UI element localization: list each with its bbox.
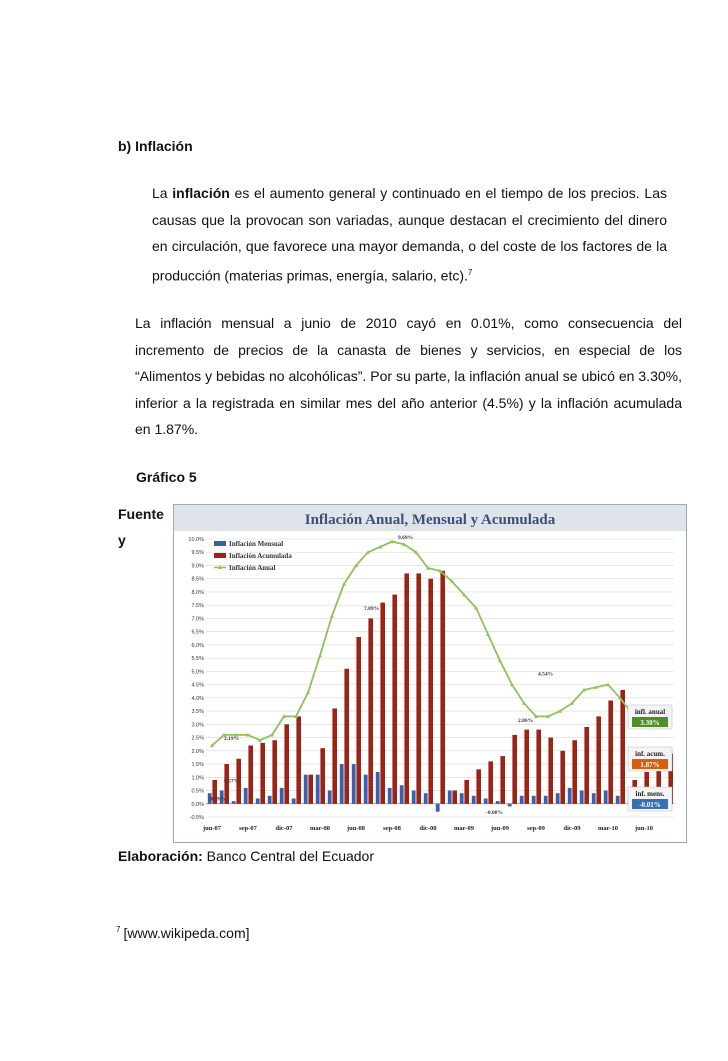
cumulative-bar bbox=[488, 761, 493, 803]
callout-value: 1.87% bbox=[640, 761, 660, 769]
y-tick-label: 4.5% bbox=[191, 682, 204, 689]
y-tick-label: 7.0% bbox=[191, 616, 204, 623]
cumulative-bar bbox=[344, 669, 349, 804]
cumulative-bar bbox=[356, 637, 361, 804]
monthly-bar bbox=[352, 764, 356, 804]
callout-value: -0.01% bbox=[639, 801, 661, 809]
cumulative-bar bbox=[308, 775, 313, 804]
cumulative-bar bbox=[332, 708, 337, 803]
y-tick-label: 0.0% bbox=[191, 801, 204, 808]
y-tick-label: 0.5% bbox=[191, 788, 204, 795]
definition-paragraph bbox=[152, 180, 667, 289]
x-tick-label: jun-09 bbox=[490, 825, 510, 832]
monthly-bar bbox=[292, 798, 296, 803]
monthly-bar bbox=[268, 796, 272, 804]
monthly-bar bbox=[232, 801, 236, 804]
data-annotation: -0.08% bbox=[486, 809, 503, 816]
monthly-bar bbox=[340, 764, 344, 804]
cumulative-bar bbox=[620, 690, 625, 804]
cumulative-bar bbox=[272, 740, 277, 804]
legend-label: Inflación Acumulada bbox=[229, 552, 292, 560]
section-heading: b) Inflación bbox=[118, 138, 193, 154]
y-tick-label: 7.5% bbox=[191, 603, 204, 610]
data-annotation: 2.86% bbox=[518, 718, 534, 725]
data-annotation: 0.39% bbox=[210, 796, 226, 803]
x-tick-label: dic-09 bbox=[563, 825, 581, 832]
cumulative-bar bbox=[392, 595, 397, 804]
y-tick-label: 2.5% bbox=[191, 735, 204, 742]
x-tick-label: sep-08 bbox=[383, 825, 401, 832]
monthly-bar bbox=[592, 793, 596, 804]
figure-label: Gráfico 5 bbox=[136, 469, 197, 485]
definition-term: inflación bbox=[172, 185, 230, 201]
definition-prefix: La bbox=[152, 185, 173, 201]
y-tick-label: -0.5% bbox=[189, 815, 204, 821]
callout-value: 3.30% bbox=[640, 719, 660, 727]
y-tick-label: 9.5% bbox=[191, 550, 204, 557]
monthly-bar bbox=[460, 793, 464, 804]
cumulative-bar bbox=[248, 746, 253, 804]
footnote-number: 7 bbox=[116, 925, 121, 935]
elaboration-value: Banco Central del Ecuador bbox=[202, 848, 375, 864]
cumulative-bar bbox=[548, 738, 553, 804]
cumulative-bar bbox=[608, 701, 613, 804]
x-tick-label: jun-08 bbox=[346, 825, 366, 832]
monthly-bar bbox=[244, 788, 248, 804]
cumulative-bar bbox=[380, 603, 385, 804]
cumulative-bar bbox=[296, 716, 301, 803]
monthly-bar bbox=[544, 796, 548, 804]
footnote-text: [www.wikipeda.com] bbox=[123, 925, 250, 941]
monthly-bar bbox=[436, 804, 440, 812]
y-tick-label: 6.0% bbox=[191, 642, 204, 649]
cumulative-bar bbox=[416, 573, 421, 803]
monthly-bar bbox=[472, 796, 476, 804]
monthly-bar bbox=[556, 793, 560, 804]
monthly-bar bbox=[316, 775, 320, 804]
y-tick-label: 5.5% bbox=[191, 656, 204, 663]
cumulative-bar bbox=[572, 740, 577, 804]
monthly-bar bbox=[448, 791, 452, 804]
x-tick-label: dic-07 bbox=[275, 825, 293, 832]
y-tick-label: 10.0% bbox=[188, 537, 204, 543]
y-tick-label: 5.0% bbox=[191, 669, 204, 676]
cumulative-bar bbox=[512, 735, 517, 804]
monthly-bar bbox=[604, 791, 608, 804]
x-tick-label: dic-08 bbox=[419, 825, 437, 832]
monthly-bar bbox=[400, 785, 404, 804]
cumulative-bar bbox=[284, 724, 289, 803]
definition-body: es el aumento general y continuado en el tiempo de los precios. Las causas que la provocan son variadas, aunque destacan el crecimiento del dinero en circulación, que favorece una mayor demanda, o del coste de los factores de la producción (materias primas, energía, salario, etc). bbox=[152, 185, 667, 284]
y-tick-label: 3.5% bbox=[191, 709, 204, 716]
cumulative-bar bbox=[320, 748, 325, 804]
callout-label: infl. anual bbox=[634, 708, 666, 716]
source-label-continued: y bbox=[118, 532, 126, 548]
cumulative-bar bbox=[368, 618, 373, 803]
cumulative-bar bbox=[500, 756, 505, 804]
monthly-bar bbox=[532, 796, 536, 804]
cumulative-bar bbox=[452, 791, 457, 804]
x-tick-label: mar-10 bbox=[598, 825, 618, 832]
monthly-bar bbox=[580, 791, 584, 804]
x-tick-label: jun-07 bbox=[202, 825, 222, 832]
footnote bbox=[116, 925, 250, 941]
monthly-bar bbox=[508, 804, 512, 807]
cumulative-bar bbox=[476, 769, 481, 803]
y-tick-label: 6.5% bbox=[191, 629, 204, 636]
cumulative-bar bbox=[596, 716, 601, 803]
definition-footnote-ref: 7 bbox=[467, 267, 473, 277]
monthly-bar bbox=[388, 788, 392, 804]
x-tick-label: jun-10 bbox=[634, 825, 654, 832]
elaboration-line bbox=[118, 848, 374, 864]
monthly-bar bbox=[412, 791, 416, 804]
monthly-bar bbox=[280, 788, 284, 804]
cumulative-bar bbox=[584, 727, 589, 804]
y-tick-label: 4.0% bbox=[191, 695, 204, 702]
x-tick-label: sep-07 bbox=[239, 825, 257, 832]
data-annotation: 7.09% bbox=[364, 606, 380, 613]
y-tick-label: 1.0% bbox=[191, 775, 204, 782]
monthly-bar bbox=[256, 798, 260, 803]
data-annotation: 2.19% bbox=[224, 735, 240, 742]
legend-swatch bbox=[214, 541, 226, 546]
monthly-bar bbox=[496, 801, 500, 804]
chart-title: Inflación Anual, Mensual y Acumulada bbox=[304, 512, 556, 528]
cumulative-bar bbox=[560, 751, 565, 804]
monthly-bar bbox=[520, 796, 524, 804]
y-tick-label: 1.5% bbox=[191, 762, 204, 769]
cumulative-bar bbox=[524, 730, 529, 804]
data-annotation: 9.69% bbox=[398, 535, 414, 542]
x-tick-label: sep-09 bbox=[527, 825, 545, 832]
legend-swatch bbox=[214, 553, 226, 558]
inflation-chart-svg bbox=[174, 505, 686, 842]
data-annotation: 0.57% bbox=[224, 778, 240, 785]
y-tick-label: 2.0% bbox=[191, 748, 204, 755]
x-tick-label: mar-09 bbox=[454, 825, 474, 832]
monthly-bar bbox=[376, 772, 380, 804]
cumulative-bar bbox=[428, 579, 433, 804]
monthly-bar bbox=[424, 793, 428, 804]
cumulative-bar bbox=[260, 743, 265, 804]
x-tick-label: mar-08 bbox=[310, 825, 330, 832]
monthly-bar bbox=[304, 775, 308, 804]
monthly-bar bbox=[616, 796, 620, 804]
legend-label: Inflación Anual bbox=[229, 564, 276, 572]
monthly-bar bbox=[484, 798, 488, 803]
y-tick-label: 9.0% bbox=[191, 563, 204, 570]
monthly-bar bbox=[364, 775, 368, 804]
legend-label: Inflación Mensual bbox=[229, 540, 284, 548]
callout-label: inf. mens. bbox=[635, 790, 665, 798]
elaboration-label: Elaboración: bbox=[118, 848, 203, 864]
cumulative-bar bbox=[404, 573, 409, 803]
source-label: Fuente bbox=[118, 506, 164, 522]
cumulative-bar bbox=[536, 730, 541, 804]
inflation-chart bbox=[173, 504, 687, 843]
cumulative-bar bbox=[440, 571, 445, 804]
y-tick-label: 8.0% bbox=[191, 589, 204, 596]
y-tick-label: 8.5% bbox=[191, 576, 204, 583]
y-tick-label: 3.0% bbox=[191, 722, 204, 729]
annual-point bbox=[318, 653, 322, 657]
monthly-bar bbox=[568, 788, 572, 804]
monthly-bar bbox=[328, 791, 332, 804]
cumulative-bar bbox=[464, 780, 469, 804]
callout-label: inf. acum. bbox=[635, 750, 665, 758]
analysis-paragraph: La inflación mensual a junio de 2010 cayó en 0.01%, como consecuencia del incremento de precios de la canasta de bienes y servicios, en especial de los “Alimentos y bebidas no alcohólicas”. Por su parte, la inflación anual se ubicó en 3.30%, inferior a la registrada en similar mes del año anterior (4.5%) y la inflación acumulada en 1.87%. bbox=[135, 315, 682, 437]
data-annotation: 4.54% bbox=[538, 671, 554, 678]
